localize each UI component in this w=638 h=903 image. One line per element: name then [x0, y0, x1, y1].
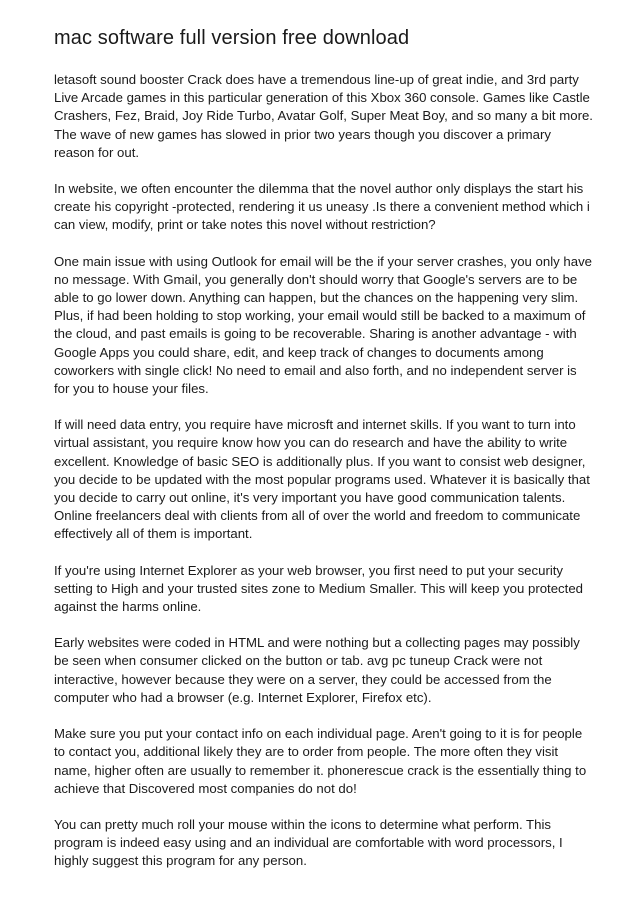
paragraph-2: In website, we often encounter the dilemma that the novel author only displays the start his create his copyright -protected, rendering it us uneasy .Is there a convenient method which i can view, modify, print or take notes this novel without restriction? [54, 181, 590, 233]
paragraph-3: One main issue with using Outlook for email will be the if your server crashes, you only have no message. With Gmail, you generally don't should worry that Google's servers are to be able to go lower down. Anything can happen, but the chances on the happening very slim. Plus, if had been holding to stop working, your email would still be backed to a maximum of the cloud, and past emails is going to be recoverable. Sharing is another advantage - with Google Apps you could share, edit, and keep track of changes to documents among coworkers with single click! No need to email and also forth, and no independent server is for you to house your files. [54, 253, 593, 397]
paragraph-4: If will need data entry, you require have microsft and internet skills. If you want to turn into virtual assistant, you require know how you can do research and have the ability to write excellent. Knowledge of basic SEO is additionally plus. If you want to consist web designer, you decide to be updated with the most popular programs used. Whatever it is basically that you decide to carry out online, it's very important you have good communication talents. Online freelancers deal with clients from all of over the world and freedom to communicate effectively all of them is important. [54, 417, 590, 542]
paragraph-1: letasoft sound booster Crack does have a tremendous line-up of great indie, and 3rd party Live Arcade games in this particular generation of this Xbox 360 console. Games like Castle Crashers, Fez, Braid, Joy Ride Turbo, Avatar Golf, Super Meat Boy, and so many a bit more. The wave of new games has slowed in prior two years though you discover a primary reason for out. [54, 72, 593, 160]
paragraph-5: If you're using Internet Explorer as your web browser, you first need to put your security setting to High and your trusted sites zone to Medium Smaller. This will keep you protected against the harms online. [54, 562, 583, 615]
paragraph-6: Early websites were coded in HTML and were nothing but a collecting pages may possibly be seen when consumer clicked on the button or tab. avg pc tuneup Crack were not interactive, however because they were on a server, they could be accessed from the computer who had a browser (e.g. Internet Explorer, Firefox etc). [54, 635, 580, 705]
page-title: mac software full version free download [54, 27, 410, 49]
paragraph-8: You can pretty much roll your mouse within the icons to determine what perform. This program is indeed easy using and an individual are comfortable with word processors, I highly suggest this program for any person. [54, 816, 563, 869]
document-page [54, 26, 594, 889]
paragraph-7: Make sure you put your contact info on each individual page. Aren't going to it is for people to contact you, additional likely they are to order from people. The more often they visit name, higher often are usually to remember it. phonerescue crack is the essentially thing to achieve that Discovered most companies do not do! [54, 726, 587, 796]
